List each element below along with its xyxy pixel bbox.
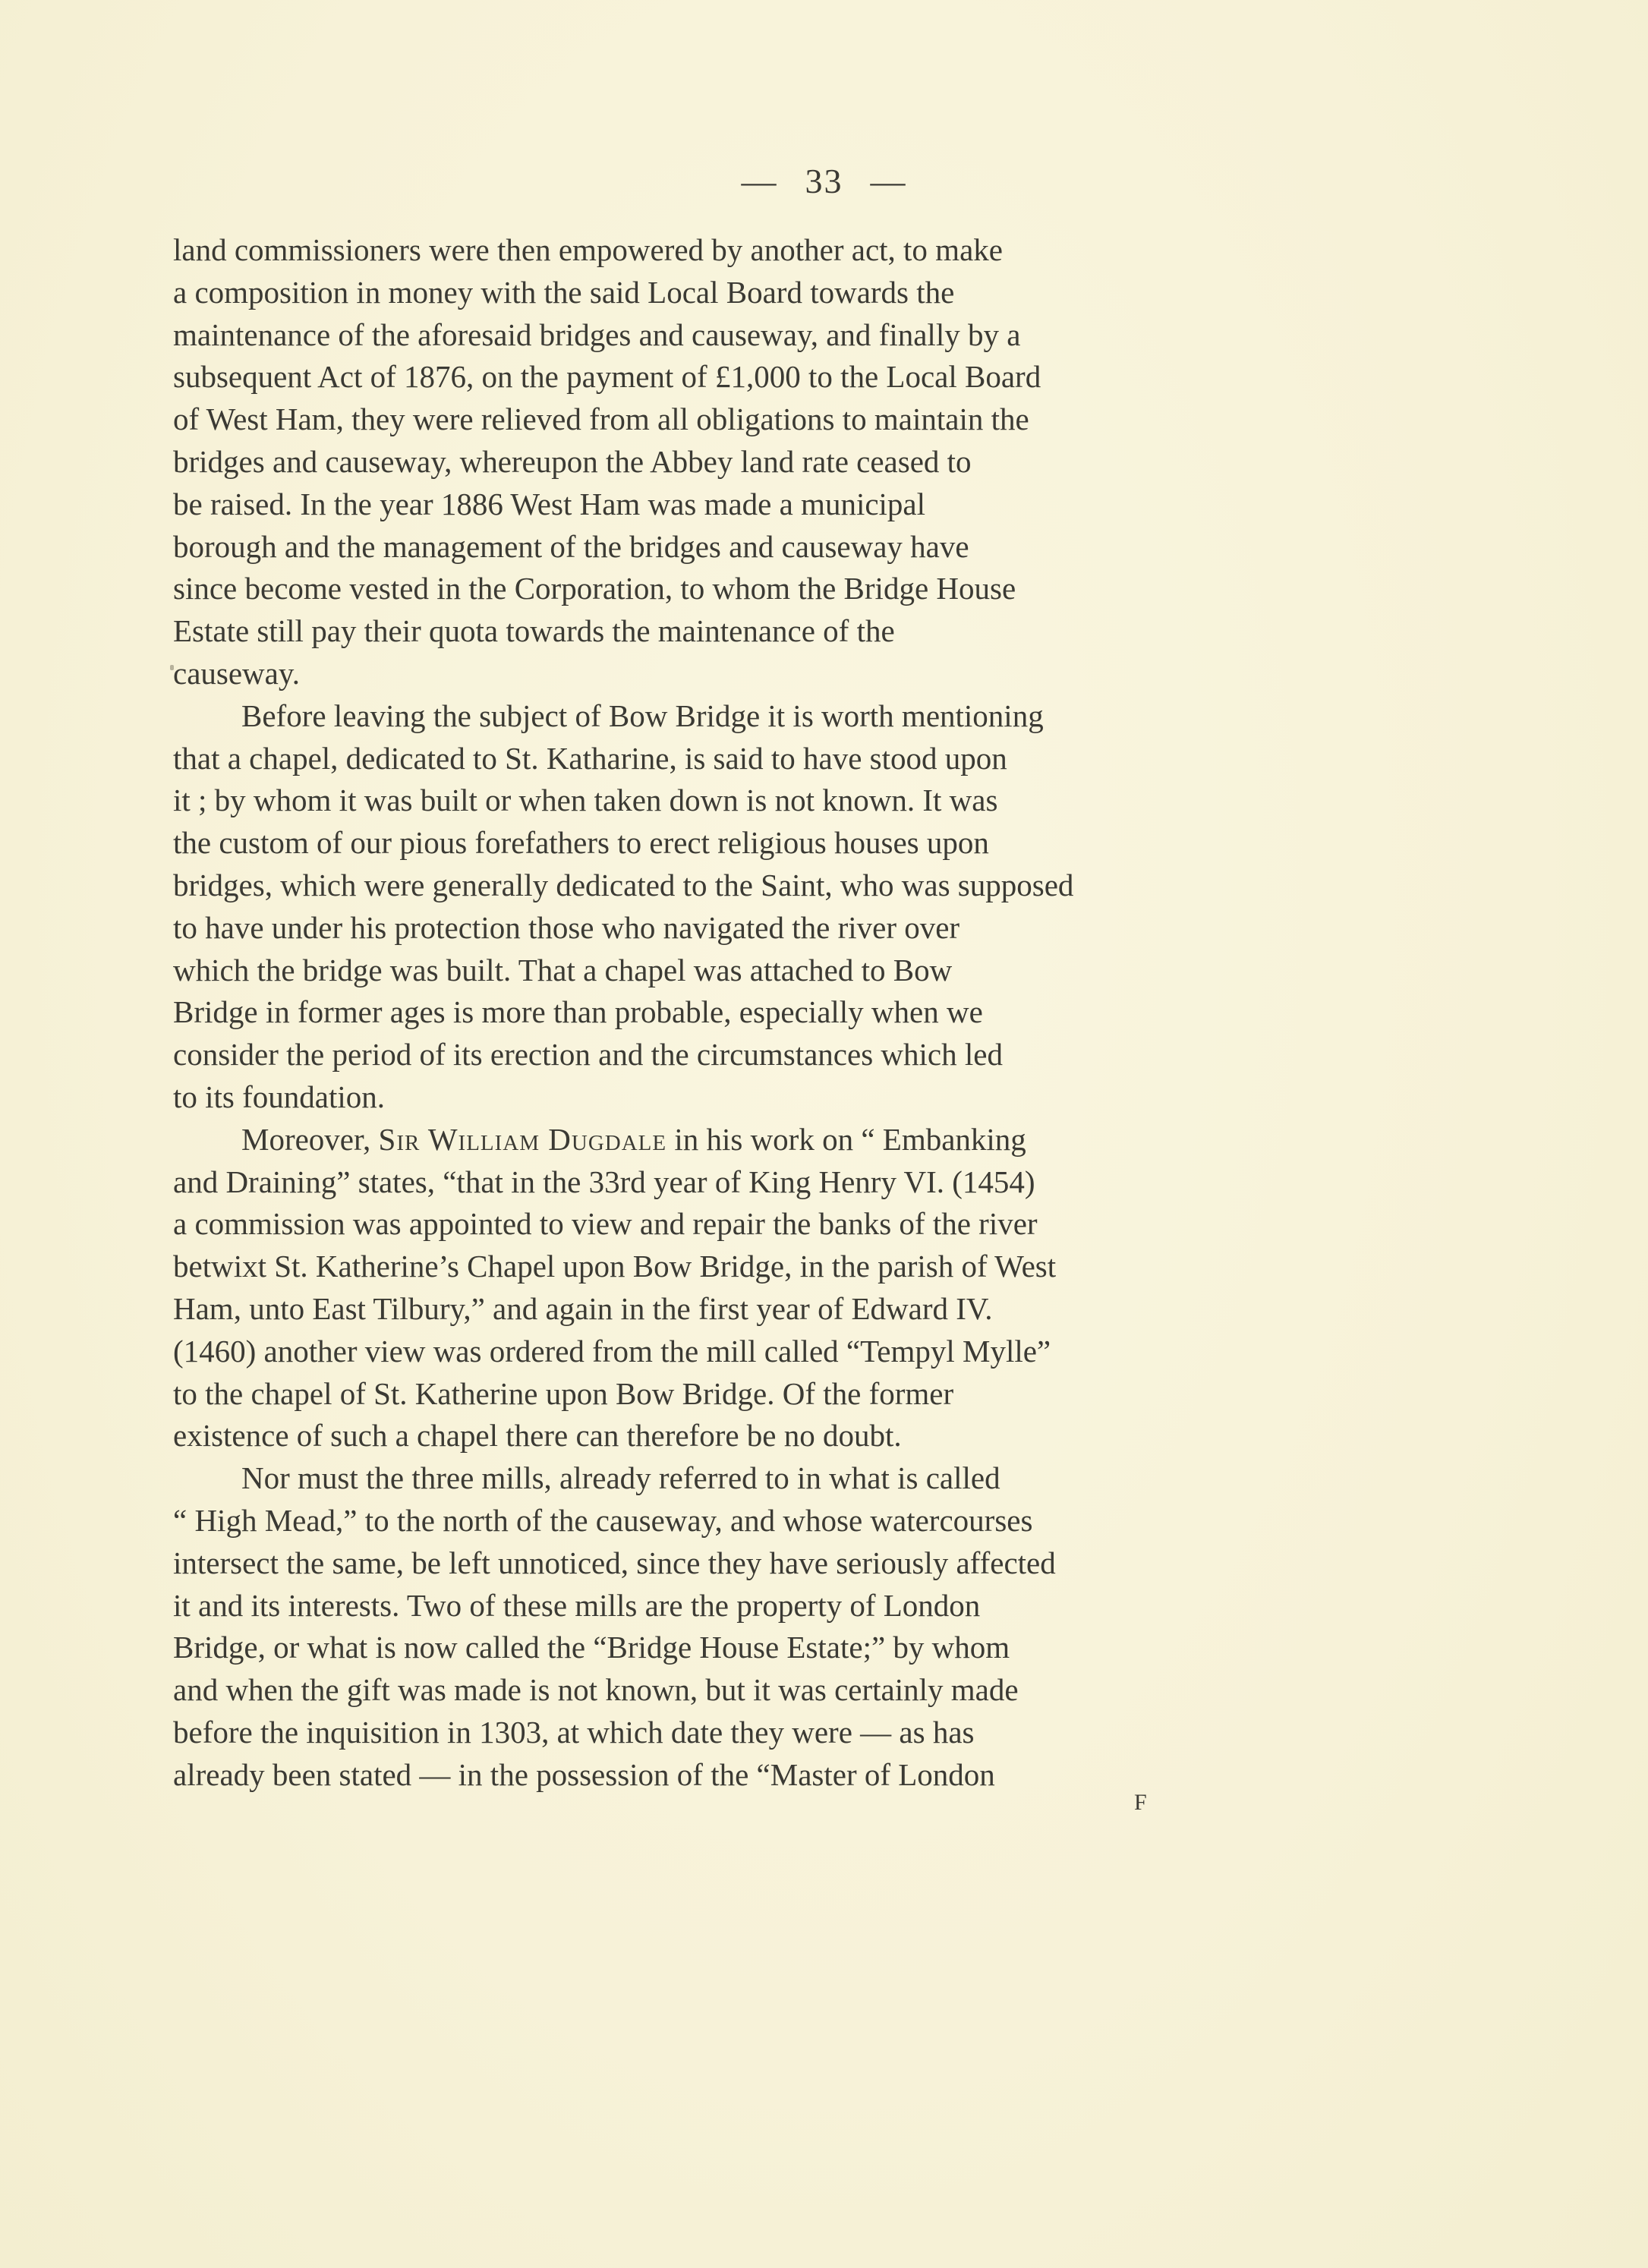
text-line: to the chapel of St. Katherine upon Bow Bridge. Of the former [173, 1375, 954, 1411]
text-line: Nor must the three mills, already referred to in what is called [241, 1460, 1000, 1496]
body-text [173, 229, 1257, 1796]
paragraph-2 [173, 695, 1257, 1119]
text-line: and Draining” states, “that in the 33rd year of King Henry VI. (1454) [173, 1164, 1035, 1199]
text-line: a composition in money with the said Local Board towards the [173, 274, 955, 310]
text-line: land commissioners were then empowered by another act, to make [173, 232, 1003, 267]
text-line: since become vested in the Corporation, to whom the Bridge House [173, 571, 1016, 606]
text-line: already been stated — in the possession of the “Master of London [173, 1756, 995, 1792]
text-line: of West Ham, they were relieved from all obligations to maintain the [173, 402, 1029, 437]
folio-number: 33 [805, 162, 843, 200]
paragraph-3 [173, 1119, 1257, 1457]
text-line: to its foundation. [173, 1079, 386, 1114]
page-number [0, 161, 1648, 201]
text-line: betwixt St. Katherine’s Chapel upon Bow Bridge, in the parish of West [173, 1249, 1057, 1284]
text-line: bridges, which were generally dedicated to the Saint, who was supposed [173, 867, 1074, 902]
folio-dash-left: — [741, 162, 778, 200]
text-line: Bridge in former ages is more than probable, especially when we [173, 994, 983, 1030]
text-run: Moreover, [241, 1121, 379, 1157]
text-line: causeway. [173, 655, 300, 691]
text-line: be raised. In the year 1886 West Ham was made a municipal [173, 486, 926, 521]
text-line: and when the gift was made is not known, but it was certainly made [173, 1672, 1019, 1708]
text-line [173, 1119, 1257, 1161]
text-line: before the inquisition in 1303, at which date they were — as has [173, 1714, 975, 1750]
signature-mark: F [1134, 1790, 1148, 1815]
text-line: bridges and causeway, whereupon the Abbey land rate ceased to [173, 443, 972, 479]
folio-dash-right: — [870, 162, 907, 200]
text-line: subsequent Act of 1876, on the payment of £1,000 to the Local Board [173, 359, 1041, 395]
text-run: in his work on “ Embanking [666, 1121, 1026, 1157]
text-line: consider the period of its erection and the circumstances which led [173, 1037, 1003, 1073]
author-name: Sir William Dugdale [378, 1121, 667, 1157]
paragraph-4 [173, 1457, 1257, 1796]
text-line: maintenance of the aforesaid bridges and causeway, and finally by a [173, 317, 1021, 352]
text-line: which the bridge was built. That a chapel was attached to Bow [173, 952, 953, 988]
text-line: to have under his protection those who navigated the river over [173, 909, 960, 945]
text-line: (1460) another view was ordered from the mill called “Tempyl Mylle” [173, 1333, 1051, 1369]
text-line: a commission was appointed to view and repair the banks of the river [173, 1206, 1038, 1242]
text-line: Bridge, or what is now called the “Bridge House Estate;” by whom [173, 1630, 1010, 1665]
text-line: the custom of our pious forefathers to erect religious houses upon [173, 825, 989, 861]
text-line: borough and the management of the bridges and causeway have [173, 528, 969, 564]
text-line: Before leaving the subject of Bow Bridge it is worth mentioning [241, 698, 1044, 733]
text-line: intersect the same, be left unnoticed, since they have seriously affected [173, 1545, 1056, 1580]
text-line: Ham, unto East Tilbury,” and again in the first year of Edward IV. [173, 1290, 993, 1326]
text-line: Estate still pay their quota towards the maintenance of the [173, 613, 895, 649]
text-line: that a chapel, dedicated to St. Katharine, is said to have stood upon [173, 740, 1007, 776]
text-line: “ High Mead,” to the north of the causeway, and whose watercourses [173, 1502, 1033, 1538]
text-line: it ; by whom it was built or when taken down is not known. It was [173, 783, 998, 818]
paragraph-1 [173, 229, 1257, 695]
text-line: it and its interests. Two of these mills are the property of London [173, 1587, 981, 1623]
text-line: existence of such a chapel there can therefore be no doubt. [173, 1418, 902, 1454]
